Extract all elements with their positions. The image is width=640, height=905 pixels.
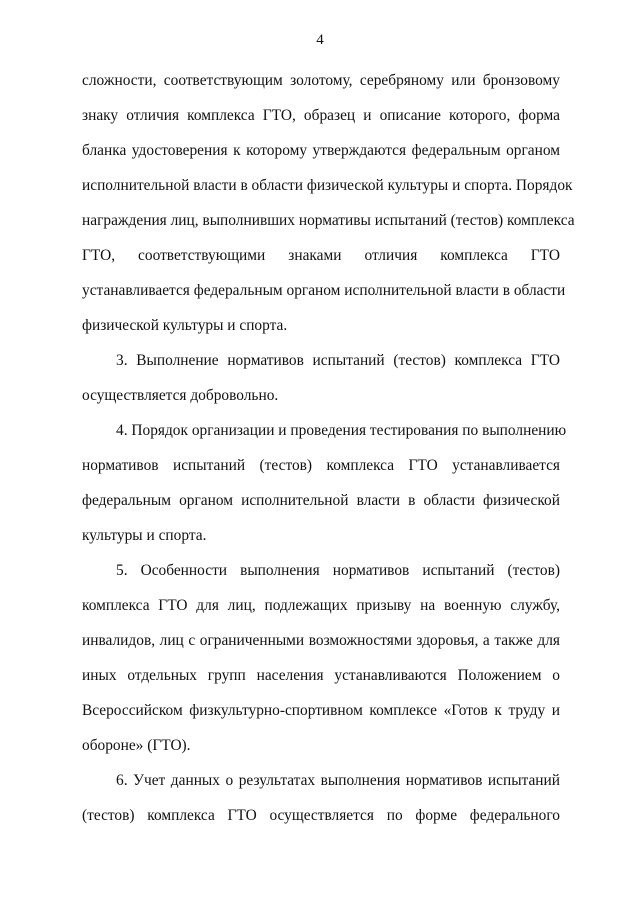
text-line: нормативов испытаний (тестов) комплекса ГТО устанавливается: [82, 457, 560, 474]
text-line: (тестов) комплекса ГТО осуществляется по форме федерального: [82, 807, 560, 824]
text-line: исполнительной власти в области физической культуры и спорта. Порядок: [82, 177, 573, 194]
text-line: ГТО, соответствующими знаками отличия комплекса ГТО: [82, 247, 560, 264]
text-line: Всероссийском физкультурно-спортивном комплексе «Готов к труду и: [82, 702, 560, 719]
text-line: 5. Особенности выполнения нормативов испытаний (тестов): [116, 562, 560, 579]
text-line: инвалидов, лиц с ограниченными возможностями здоровья, а также для: [82, 632, 560, 649]
text-line: иных отдельных групп населения устанавливаются Положением о: [82, 667, 560, 684]
text-line: 4. Порядок организации и проведения тестирования по выполнению: [116, 422, 567, 439]
text-line: федеральным органом исполнительной власти в области физической: [82, 492, 560, 509]
text-line: культуры и спорта.: [82, 527, 207, 544]
text-line: обороне» (ГТО).: [82, 737, 191, 754]
text-line: сложности, соответствующим золотому, серебряному или бронзовому: [82, 72, 560, 89]
text-line: физической культуры и спорта.: [82, 317, 288, 334]
text-line: осуществляется добровольно.: [82, 387, 279, 404]
text-line: бланка удостоверения к которому утверждаются федеральным органом: [82, 142, 560, 159]
text-line: 3. Выполнение нормативов испытаний (тестов) комплекса ГТО: [116, 352, 560, 369]
text-line: награждения лиц, выполнивших нормативы испытаний (тестов) комплекса: [82, 212, 575, 229]
text-line: комплекса ГТО для лиц, подлежащих призыву на военную службу,: [82, 597, 560, 614]
text-line: 6. Учет данных о результатах выполнения нормативов испытаний: [116, 772, 560, 789]
text-line: знаку отличия комплекса ГТО, образец и описание которого, форма: [82, 107, 560, 124]
page-number: 4: [316, 32, 324, 48]
text-line: устанавливается федеральным органом исполнительной власти в области: [82, 282, 566, 299]
